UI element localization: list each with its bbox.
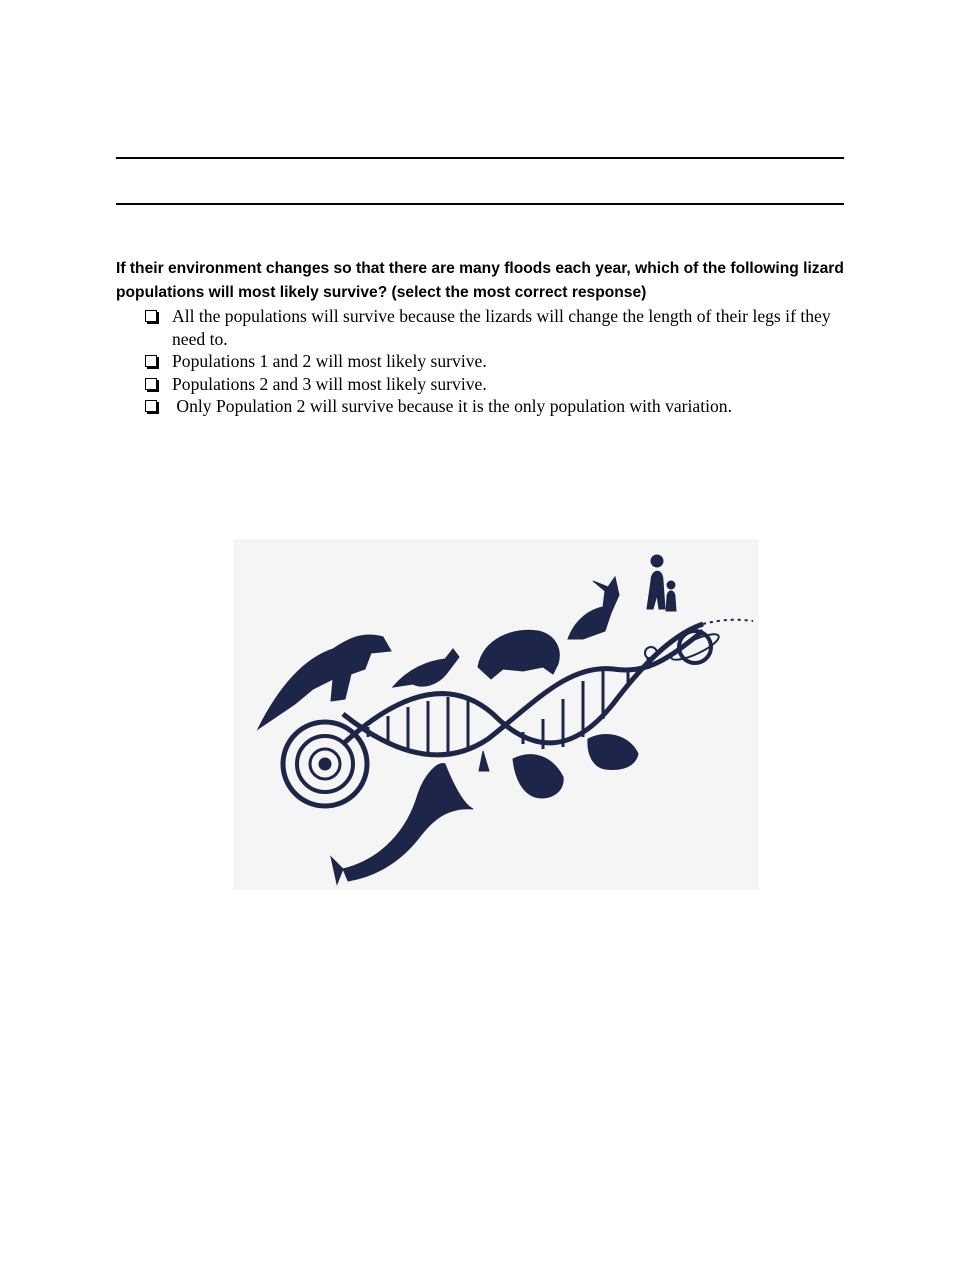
checkbox-icon[interactable] [145,378,157,390]
evolution-dna-artwork [233,539,759,890]
answer-option-text: Only Population 2 will survive because it is the only population with variation. [172,396,733,416]
checkbox-icon[interactable] [145,310,157,322]
answer-line-1[interactable] [116,157,844,159]
answer-option[interactable] [145,305,865,350]
answer-option-text: All the populations will survive because the lizards will change the length of their legs if they need to. [172,306,831,349]
checkbox-icon[interactable] [145,400,157,412]
answer-option-text: Populations 2 and 3 will most likely survive. [172,373,487,394]
answer-option[interactable] [145,350,865,373]
answer-option-text: Populations 1 and 2 will most likely survive. [172,351,487,371]
answer-options [145,305,865,418]
evolution-dna-illustration [233,539,759,890]
question-text: If their environment changes so that there are many floods each year, which of the following lizard populations will most likely survive? (select the most correct response) [116,260,844,301]
answer-line-2[interactable] [116,203,844,205]
answer-option[interactable] [145,395,865,418]
checkbox-icon[interactable] [145,355,157,367]
answer-option[interactable] [145,373,865,396]
